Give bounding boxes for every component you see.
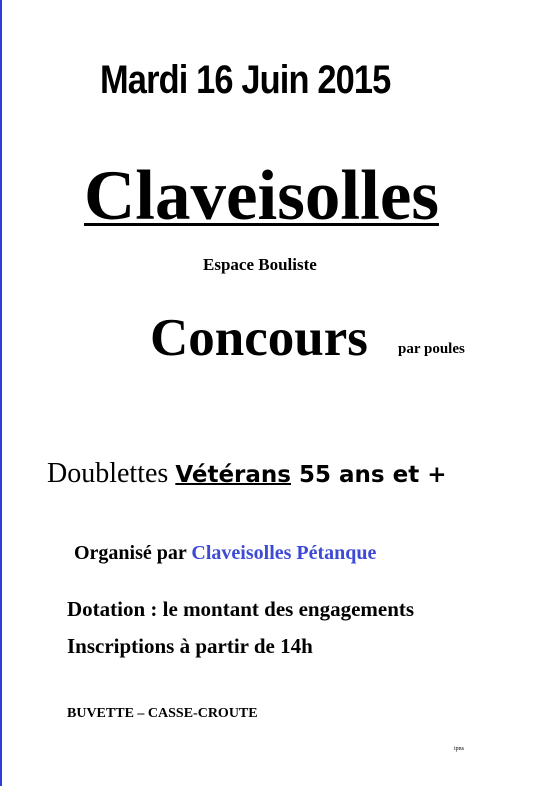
event-title: Concours — [150, 309, 368, 367]
town-title: Claveisolles — [84, 157, 439, 235]
dotation-line: Dotation : le montant des engagements — [67, 597, 415, 621]
age-label: 55 ans et + — [290, 462, 447, 488]
veterans-label: Vétérans — [175, 462, 291, 488]
event-date: Mardi 16 Juin 2015 — [100, 58, 391, 102]
left-border-line — [0, 0, 2, 786]
organizer-name: Claveisolles Pétanque — [191, 542, 377, 564]
doublettes-label: Doublettes — [47, 458, 176, 489]
category-line — [47, 458, 446, 490]
ipns-note: ipns — [454, 746, 465, 752]
buvette-line: BUVETTE – CASSE-CROUTE — [67, 706, 258, 721]
event-subtitle: par poules — [398, 341, 465, 357]
organizer-line — [74, 542, 376, 565]
venue-label: Espace Bouliste — [203, 255, 317, 274]
organizer-prefix: Organisé par — [74, 542, 192, 564]
inscriptions-line: Inscriptions à partir de 14h — [67, 634, 313, 658]
